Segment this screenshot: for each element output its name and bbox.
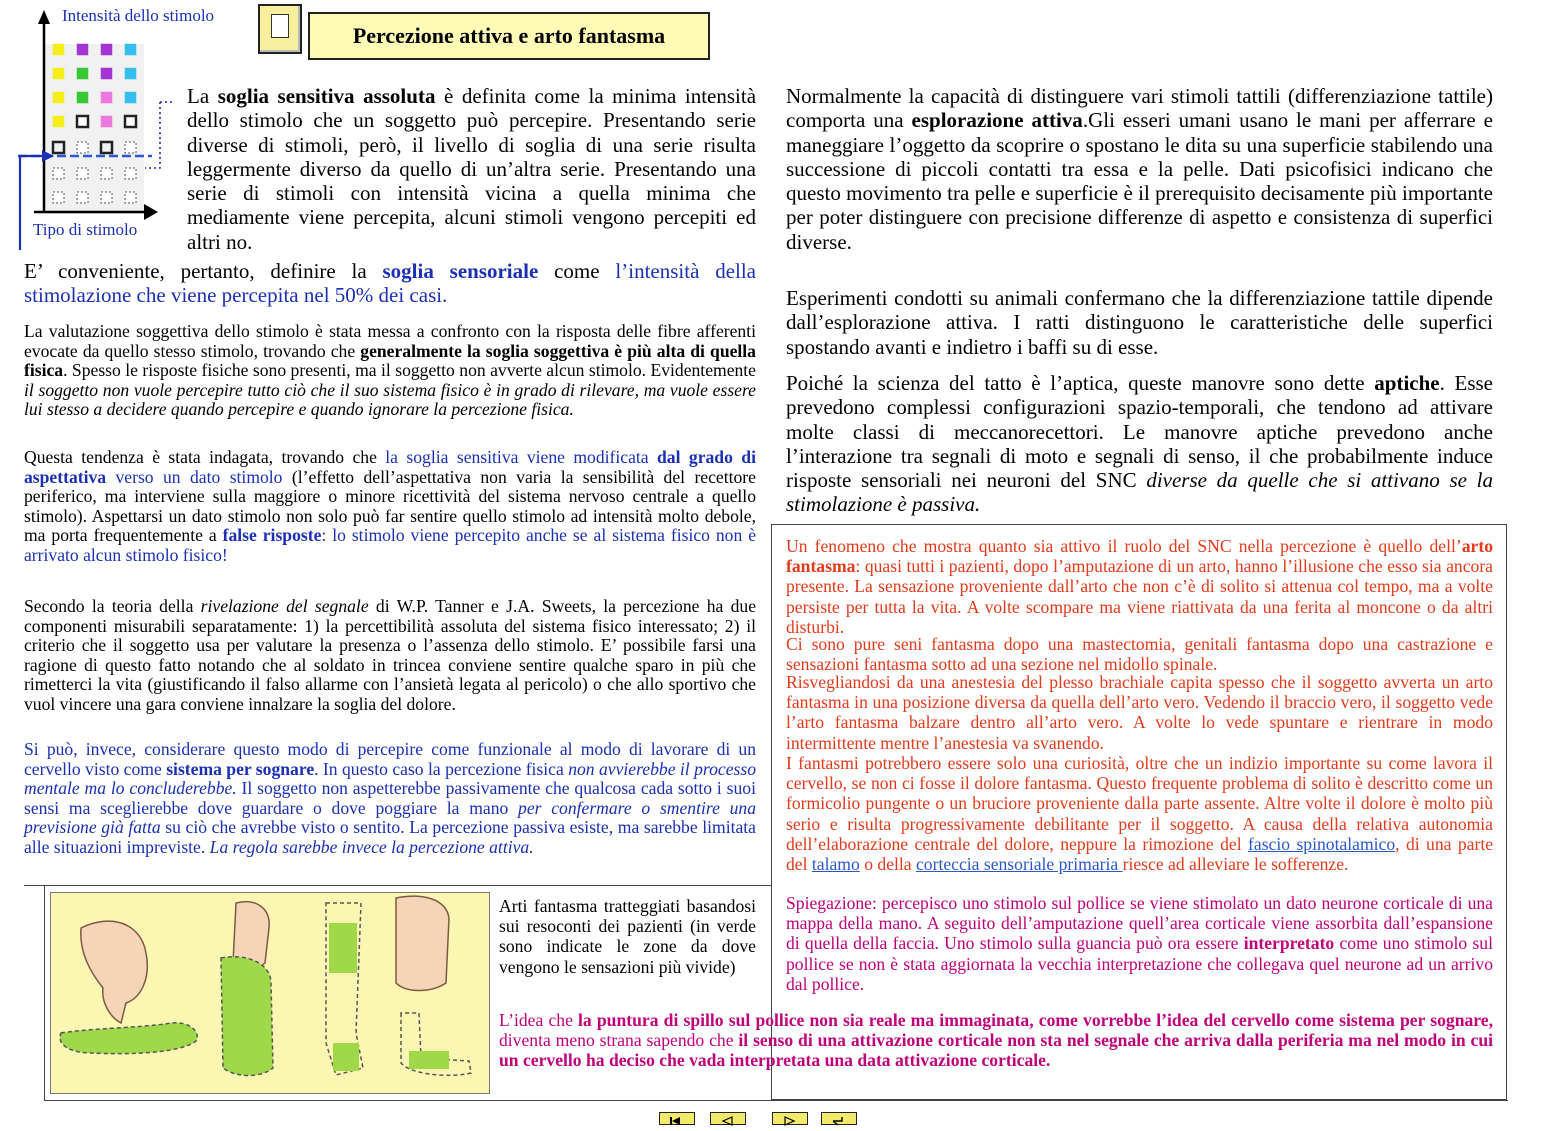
- stimulus-cell: [125, 44, 136, 55]
- paragraph-fenomeno: [786, 536, 1493, 637]
- stimulus-cell: [125, 68, 136, 79]
- text-bold: interpretato: [1243, 933, 1335, 954]
- text-bold: generalmente la soglia soggettiva è più alta di quella fisica: [24, 340, 756, 381]
- sensation-zone-4: [409, 1051, 449, 1069]
- text: o della: [859, 854, 916, 875]
- text: di W.P. Tanner e J.A. Sweets, la percezione ha due componenti misurabili separatamente: 1) la percettibilità assoluta del sistema fisico interessato; 2) il criterio che il soggetto usa per valutare la presenza o l’assenza dello stimolo. E’ possibile farsi una ragione di questo fatto notando che al soldato in trincea conviene sentire qualche sparo in più che rimetterci la vita (giustificando il falso allarme con l’ansietà legata al pericolo) o che allo sportivo che vuol vincere una gara conviene innalzare la soglia del dolore.: [24, 596, 756, 714]
- stimulus-cell: [77, 142, 88, 153]
- text-blue: la soglia sensitiva viene modificata: [385, 447, 658, 467]
- paragraph-soglia-assoluta: [187, 84, 756, 254]
- previous-page-button[interactable]: [710, 1112, 746, 1125]
- text-blue-bold: false risposte: [222, 525, 322, 546]
- paragraph-idea: [499, 1010, 1493, 1071]
- text-bold: soglia sensoriale: [382, 259, 539, 283]
- next-page-button[interactable]: [772, 1112, 808, 1125]
- first-icon: [660, 1116, 693, 1126]
- text-bold: esplorazione attiva: [911, 108, 1083, 133]
- paragraph-sognare: [24, 740, 756, 858]
- paragraph-spiegazione: [786, 893, 1493, 994]
- text: Risvegliandosi da una anestesia del plesso brachiale capita spesso che il soggetto avverta un arto fantasma in una posizione diversa da quella dell’arto vero. Vedendo il braccio vero, il soggetto vede l’arto fantasma balzare dentro all’arto vero. A volte lo vede spuntare e rientrare in modo intermittente mentre l’anestesia va svanendo.: [786, 672, 1493, 753]
- phantom-limb-drawing: [51, 893, 489, 1093]
- text-italic: per confermare o smentire una previsione già fatta: [24, 797, 757, 838]
- stimulus-cell: [125, 168, 136, 179]
- text: L’idea che: [499, 1010, 579, 1030]
- link-fascio-spinotalamico[interactable]: fascio spinotalamico: [1248, 833, 1396, 854]
- text-italic: La regola sarebbe invece la percezione attiva.: [209, 836, 534, 857]
- paragraph-seni: [786, 634, 1493, 674]
- divider: [24, 885, 772, 886]
- stimulus-cell: [101, 68, 112, 79]
- text-italic: rivelazione del segnale: [200, 596, 369, 616]
- stimulus-cell: [101, 44, 112, 55]
- stimulus-cell: [125, 92, 136, 103]
- text-italic: non avvierebbe il processo mentale ma lo concluderebbe.: [24, 758, 757, 799]
- y-axis-arrow: [38, 10, 50, 24]
- stimulus-cell: [77, 92, 88, 103]
- text: La: [187, 84, 218, 108]
- text: Esperimenti condotti su animali confermano che la differenziazione tattile dipende dall’esplorazione attiva. I ratti distinguono le caratteristiche delle superfici spostando avanti e indietro i baffi su di esse.: [786, 286, 1493, 359]
- text-italic: il soggetto non vuole percepire tutto ciò che il suo sistema fisico è in grado di rilevare, ma vuole essere lui stesso a decidere quando percepire e quando ignorare la percezione fisica.: [24, 379, 756, 420]
- text: (l’effetto dell’aspettativa non varia la sensibilità del recettore periferico, ma interviene sulla maggiore o minore ricettività del sistema nervoso centrale a quello stimolo). Aspettarsi un dato stimolo non solo può far sentire quello stimolo ad intensità molto debole, ma porta frequentemente a: [24, 466, 756, 546]
- text: E’ conveniente, pertanto, definire la: [24, 259, 383, 283]
- page-title: Percezione attiva e arto fantasma: [308, 12, 710, 60]
- text-bold: soglia sensitiva assoluta: [217, 84, 436, 108]
- text: Ci sono pure seni fantasma dopo una mastectomia, genitali fantasma dopo una castrazione e sensazioni fantasma sotto ad una sezione nel midollo spinale.: [786, 634, 1493, 675]
- text: Un fenomeno che mostra quanto sia attivo il ruolo del SNC nella percezione è quello dell’: [786, 536, 1462, 556]
- stimulus-cell: [125, 116, 136, 127]
- text: Questa tendenza è stata indagata, trovando che: [24, 447, 386, 467]
- prev-icon: [711, 1116, 744, 1126]
- text: Si può, invece, considerare questo modo di percepire come funzionale al modo di lavorare di un cervello visto come: [24, 739, 756, 779]
- phantom-leg-2: [221, 957, 273, 1076]
- stimulus-cell: [101, 116, 112, 127]
- text: su ciò che avrebbe visto o sentito. La percezione passiva esiste, ma sarebbe limitata alle situazioni impreviste.: [24, 817, 756, 857]
- paragraph-anestesia: [786, 672, 1493, 753]
- phantom-limb-illustration: [50, 892, 490, 1094]
- text-blue: verso un dato stimolo: [106, 466, 283, 487]
- text-italic: diverse da quelle che si attivano se la stimolazione è passiva.: [786, 468, 1493, 517]
- leg-stump-1: [81, 921, 148, 1023]
- text-blue: : lo stimolo viene percepito anche se al sistema fisico non è arrivato alcun stimolo fisico!: [24, 525, 756, 565]
- leg-stump-4: [396, 896, 449, 990]
- figure-caption: Arti fantasma tratteggiati basandosi sui resoconti dei pazienti (in verde sono indicate le zone da dove vengono le sensazioni più vivide): [499, 896, 756, 977]
- x-axis-arrow: [144, 204, 158, 220]
- text: . In questo caso la percezione fisica: [314, 758, 569, 779]
- text: è definita come la minima intensità dello stimolo che un soggetto può percepire. Presentando serie diverse di stimoli, però, il livello di soglia di una serie risulta leggermente diverso da quello di un’altra serie. Presentando una serie di stimoli con intensità vicina a quella minima che mediamente viene percepita, alcuni stimoli vengono percepiti ed altri no.: [187, 84, 757, 254]
- sensation-zone-3a: [329, 923, 357, 973]
- stimulus-cell: [77, 44, 88, 55]
- paragraph-esperimenti: [786, 286, 1493, 359]
- divider: [44, 1100, 1508, 1101]
- text: come uno stimolo sul pollice se non è stata aggiornata la vecchia interpretazione che collegava quel neurone ad un arrivo dal pollice.: [786, 933, 1493, 994]
- link-talamo[interactable]: talamo: [811, 854, 860, 875]
- document-icon[interactable]: [258, 4, 302, 54]
- text-bold: il senso di una attivazione corticale non sta nel segnale che arriva dalla periferia ma nel modo in cui un cervello ha deciso che vada interpretata una data attivazione corticale.: [499, 1030, 1493, 1071]
- stimulus-cell: [77, 116, 88, 127]
- text: diventa meno strana sapendo che: [499, 1030, 739, 1051]
- stimulus-cell: [125, 142, 136, 153]
- text-bold: sistema per sognare: [166, 758, 315, 779]
- stimulus-cell: [101, 92, 112, 103]
- text: I fantasmi potrebbero essere solo una curiosità, oltre che un indizio importante su come lavora il cervello, se non ci fosse il dolore fantasma. Questo frequente problema di solito è descritto come un formicolio pungente o un bruciore proveniente dalla parte assente. Altre volte il dolore è molto più serio e risulta progressivamente debilitante per il soggetto. A causa della relativa autonomia dell’elaborazione centrale del dolore, neppure la rimozione del: [786, 753, 1493, 854]
- paragraph-soglia-sensoriale: [24, 259, 756, 308]
- paragraph-teoria: [24, 597, 756, 715]
- text: Poiché la scienza del tatto è l’aptica, queste manovre sono dette: [786, 371, 1375, 395]
- stimulus-cell: [101, 192, 112, 203]
- stimulus-cell: [101, 168, 112, 179]
- link-corteccia-sensoriale-primaria[interactable]: corteccia sensoriale primaria: [915, 854, 1123, 875]
- text: Normalmente la capacità di distinguere vari stimoli tattili (differenziazione tattile) comporta una: [786, 84, 1493, 133]
- stimulus-cell: [53, 116, 64, 127]
- text: Il soggetto non aspetterebbe passivamente che qualcosa cada sotto i suoi sensi ma sceglierebbe dove guardare o dove poggiare la mano: [24, 778, 756, 818]
- text-blue-bold: dal grado di aspettativa: [24, 447, 756, 487]
- y-axis-label: Intensità dello stimolo: [62, 6, 215, 25]
- text: . Esse prevedono complessi configurazioni spazio-temporali, che tendono ad attivare molte classi di meccanorecettori. Le manovre aptiche prevedono anche l’interazione tra segnali di moto e segnali di senso, il che probabilmente induce risposte sensoriali nei neuroni del SNC: [786, 371, 1493, 493]
- stimulus-cell: [53, 92, 64, 103]
- text-highlight: l’intensità della stimolazione che viene percepita nel 50% dei casi.: [24, 259, 757, 308]
- text: Spiegazione: percepisco uno stimolo sul pollice se viene stimolato un dato neurone corticale di una mappa della mano. A seguito dell’amputazione quell’area corticale viene assorbita dall’espansione di quella della faccia. Uno stimolo sulla guancia può ora essere: [786, 893, 1493, 954]
- text-bold: arto fantasma: [786, 536, 1493, 577]
- paragraph-tendenza: [24, 448, 756, 566]
- text: La valutazione soggettiva dello stimolo è stata messa a confronto con la risposta delle fibre afferenti evocate da quello stesso stimolo, trovando che: [24, 321, 756, 361]
- sensation-zone-3b: [333, 1043, 359, 1071]
- paragraph-valutazione: [24, 322, 756, 420]
- dotted-bracket: [145, 102, 160, 168]
- paragraph-curiosita: [786, 753, 1493, 874]
- text: riesce ad alleviare le sofferenze.: [1122, 854, 1349, 875]
- phantom-foot-1: [60, 1023, 197, 1054]
- divider: [44, 885, 45, 1101]
- stimulus-cell: [53, 68, 64, 79]
- return-icon: [822, 1116, 855, 1126]
- return-button[interactable]: [821, 1112, 857, 1125]
- stimulus-cell: [53, 44, 64, 55]
- stimulus-cell: [53, 192, 64, 203]
- text-bold: aptiche: [1374, 371, 1440, 395]
- x-axis-label: Tipo di stimolo: [33, 220, 138, 239]
- text: Secondo la teoria della: [24, 596, 201, 616]
- text: : quasi tutti i pazienti, dopo l’amputazione di un arto, hanno l’illusione che esso sia ancora presente. La sensazione proveniente dall’arto che non c’è di solito si attenua col tempo, ma a volte persiste per tutta la vita. A volte scompare ma viene riattivata da una ferita al moncone o da altri disturbi.: [786, 556, 1493, 637]
- paragraph-aptica: [786, 371, 1493, 517]
- text-bold: la puntura di spillo sul pollice non sia reale ma immaginata, come vorrebbe l’idea del cervello come sistema per sognare,: [578, 1010, 1493, 1030]
- text: . Spesso le risposte fisiche sono presenti, ma il soggetto non avverte alcun stimolo. Evidentemente: [63, 360, 756, 381]
- text: .Gli esseri umani usano le mani per afferrare e maneggiare l’oggetto da scoprire o spostano le dita su una superficie stabilendo una successione di piccoli contatti tra essa e la pelle. Dati psicofisici indicano che questo movimento tra pelle e superficie è il prerequisito decisamente più importante per poter distinguere con precisione differenze di aspetto e consistenza di superfici diverse.: [786, 108, 1494, 254]
- stimulus-cell: [77, 68, 88, 79]
- paragraph-esplorazione: [786, 84, 1493, 254]
- stimulus-cell: [77, 168, 88, 179]
- text: , di una parte del: [786, 833, 1494, 875]
- stimulus-cell: [125, 192, 136, 203]
- text: come: [538, 259, 616, 283]
- next-icon: [773, 1116, 806, 1126]
- first-page-button[interactable]: [659, 1112, 695, 1125]
- stimulus-cell: [77, 192, 88, 203]
- stimulus-cell: [53, 168, 64, 179]
